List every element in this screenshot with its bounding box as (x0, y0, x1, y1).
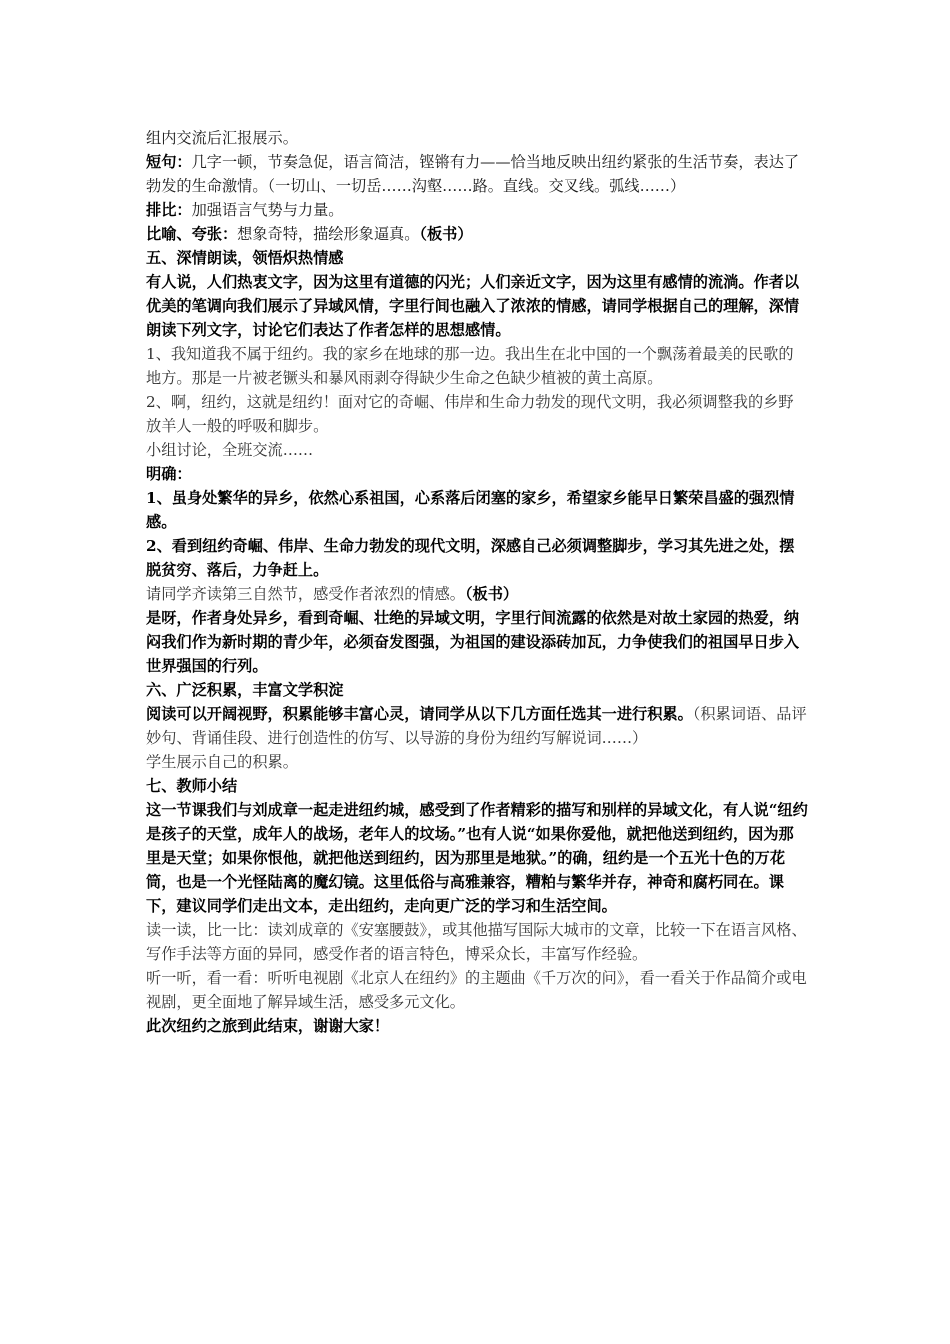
text-metaphor: 想象奇特，描绘形象逼真。 (237, 225, 420, 243)
heading-section-seven: 七、教师小结 (146, 777, 238, 795)
paragraph-group-report: 组内交流后汇报展示。 (146, 129, 298, 147)
paragraph-clarify-one: 1、虽身处繁华的异乡，依然心系祖国，心系落后闭塞的家乡，希望家乡能早日繁荣昌盛的强烈情感。 (146, 489, 795, 531)
blackboard-note: （板书） (419, 225, 473, 243)
paragraph-accumulate (146, 702, 808, 750)
document-body (146, 126, 808, 1038)
paragraph-short-sentences (146, 150, 808, 198)
paragraph-read-compare: 读一读，比一比：读刘成章的《安塞腰鼓》，或其他描写国际大城市的文章，比较一下在语言风格、写作手法等方面的异同，感受作者的语言特色，博采众长，丰富写作经验。 (146, 921, 807, 963)
text-accumulate-options: （积累词语、品评妙句、背诵佳段、进行创造性的仿写、以导游的身份为纽约写解说词……） (146, 705, 807, 747)
paragraph-metaphor (146, 222, 808, 246)
paragraph-read-aloud (146, 582, 808, 606)
paragraph-quote-two: 2、啊，纽约，这就是纽约！面对它的奇崛、伟岸和生命力勃发的现代文明，我必须调整我的乡野放羊人一般的呼吸和脚步。 (146, 393, 794, 435)
text-read-aloud: 请同学齐读第三自然节，感受作者浓烈的情感。 (146, 585, 465, 603)
label-metaphor: 比喻、夸张： (146, 225, 238, 243)
paragraph-summary-emotion: 是呀，作者身处异乡，看到奇崛、壮绝的异域文明，字里行间流露的依然是对故土家园的热爱，纳闷我们作为新时期的青少年，必须奋发图强，为祖国的建设添砖加瓦，力争使我们的祖国早日步入世界强国的行列。 (146, 609, 800, 675)
paragraph-clarify-label: 明确： (146, 465, 192, 483)
text-parallelism: 加强语言气势与力量。 (191, 201, 344, 219)
paragraph-intro-reading: 有人说，人们热衷文字，因为这里有道德的闪光；人们亲近文字，因为这里有感情的流淌。作者以优美的笔调向我们展示了异域风情，字里行间也融入了浓浓的情感，请同学根据自己的理解，深情朗读下列文字，讨论它们表达了作者怎样的思想感情。 (146, 273, 800, 339)
paragraph-student-show: 学生展示自己的积累。 (146, 753, 298, 771)
label-short-sentences: 短句： (146, 153, 192, 171)
paragraph-teacher-summary: 这一节课我们与刘成章一起走进纽约城，感受到了作者精彩的描写和别样的异域文化，有人说“纽约是孩子的天堂，成年人的战场，老年人的坟场。”也有人说“如果你爱他，就把他送到纽约，因为那里是天堂；如果你恨他，就把他送到纽约，因为那里是地狱。”的确，纽约是一个五光十色的万花筒，也是一个光怪陆离的魔幻镜。这里低俗与高雅兼容，糟粕与繁华并存，神奇和腐朽同在。课下，建议同学们走出文本，走出纽约，走向更广泛的学习和生活空间。 (146, 801, 808, 915)
text-short-sentences: 几字一顿，节奏急促，语言简洁，铿锵有力——恰当地反映出纽约紧张的生活节奏，表达了勃发的生命激情。（一切山、一切岳……沟壑……路。直线。交叉线。弧线……） (146, 153, 800, 195)
label-parallelism: 排比： (146, 201, 192, 219)
heading-section-six: 六、广泛积累，丰富文学积淀 (146, 681, 344, 699)
blackboard-note: （板书） (464, 585, 519, 603)
heading-section-five: 五、深情朗读，领悟炽热情感 (146, 249, 344, 267)
paragraph-closing: 此次纽约之旅到此结束，谢谢大家！ (146, 1017, 389, 1035)
text-accumulate-bold: 阅读可以开阔视野，积累能够丰富心灵，请同学从以下几方面任选其一进行积累。 (146, 705, 693, 723)
paragraph-listen-watch: 听一听，看一看：听听电视剧《北京人在纽约》的主题曲《千万次的问》，看一看关于作品简介或电视剧，更全面地了解异域生活，感受多元文化。 (146, 969, 807, 1011)
paragraph-clarify-two: 2、看到纽约奇崛、伟岸、生命力勃发的现代文明，深感自己必须调整脚步，学习其先进之处，摆脱贫穷、落后，力争赶上。 (146, 537, 795, 579)
paragraph-quote-one: 1、我知道我不属于纽约。我的家乡在地球的那一边。我出生在北中国的一个飘荡着最美的民歌的地方。那是一片被老镢头和暴风雨剥夺得缺少生命之色缺少植被的黄土高原。 (146, 345, 794, 387)
paragraph-parallelism (146, 198, 808, 222)
paragraph-group-discussion: 小组讨论，全班交流…… (146, 441, 314, 459)
